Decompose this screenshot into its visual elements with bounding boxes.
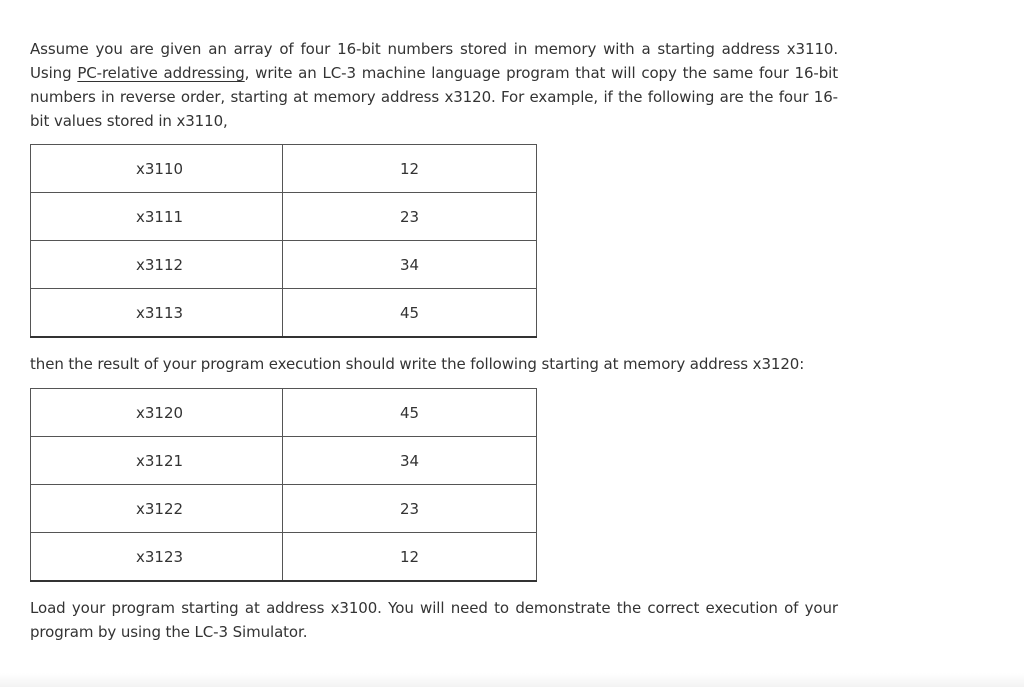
value-cell: 45	[283, 389, 537, 437]
source-memory-table	[30, 144, 537, 338]
value-cell: 12	[283, 145, 537, 193]
value-cell: 34	[283, 437, 537, 485]
table-row	[31, 485, 537, 533]
value-cell: 23	[283, 485, 537, 533]
address-cell: x3112	[31, 241, 283, 289]
address-cell: x3123	[31, 533, 283, 582]
bottom-edge-shading	[0, 673, 1024, 687]
address-cell: x3121	[31, 437, 283, 485]
table-row	[31, 437, 537, 485]
result-memory-table	[30, 388, 537, 582]
address-cell: x3111	[31, 193, 283, 241]
value-cell: 23	[283, 193, 537, 241]
intro-paragraph	[30, 37, 838, 133]
value-cell: 12	[283, 533, 537, 582]
address-cell: x3110	[31, 145, 283, 193]
table-row	[31, 289, 537, 338]
intro-text-part2: , write an LC-3 machine language program that will copy the same four 16-bit numbers in reverse order, starting at memory address x3120. For example, if the following are the four 16-bit values stored in x3110,	[30, 64, 838, 130]
middle-paragraph: then the result of your program execution should write the following starting at memory address x3120:	[30, 355, 805, 373]
table-row	[31, 389, 537, 437]
address-cell: x3120	[31, 389, 283, 437]
table-row	[31, 145, 537, 193]
outro-paragraph: Load your program starting at address x3100. You will need to demonstrate the correct execution of your program by using the LC-3 Simulator.	[30, 599, 838, 641]
address-cell: x3122	[31, 485, 283, 533]
table-row	[31, 241, 537, 289]
pc-relative-addressing-link[interactable]: PC-relative addressing	[77, 64, 245, 82]
address-cell: x3113	[31, 289, 283, 338]
table-row	[31, 193, 537, 241]
intro-text-part1: Assume you are given an array of four 16-bit numbers stored in memory with a starting address x3110. Using	[30, 40, 838, 82]
value-cell: 34	[283, 241, 537, 289]
value-cell: 45	[283, 289, 537, 338]
table-row	[31, 533, 537, 582]
